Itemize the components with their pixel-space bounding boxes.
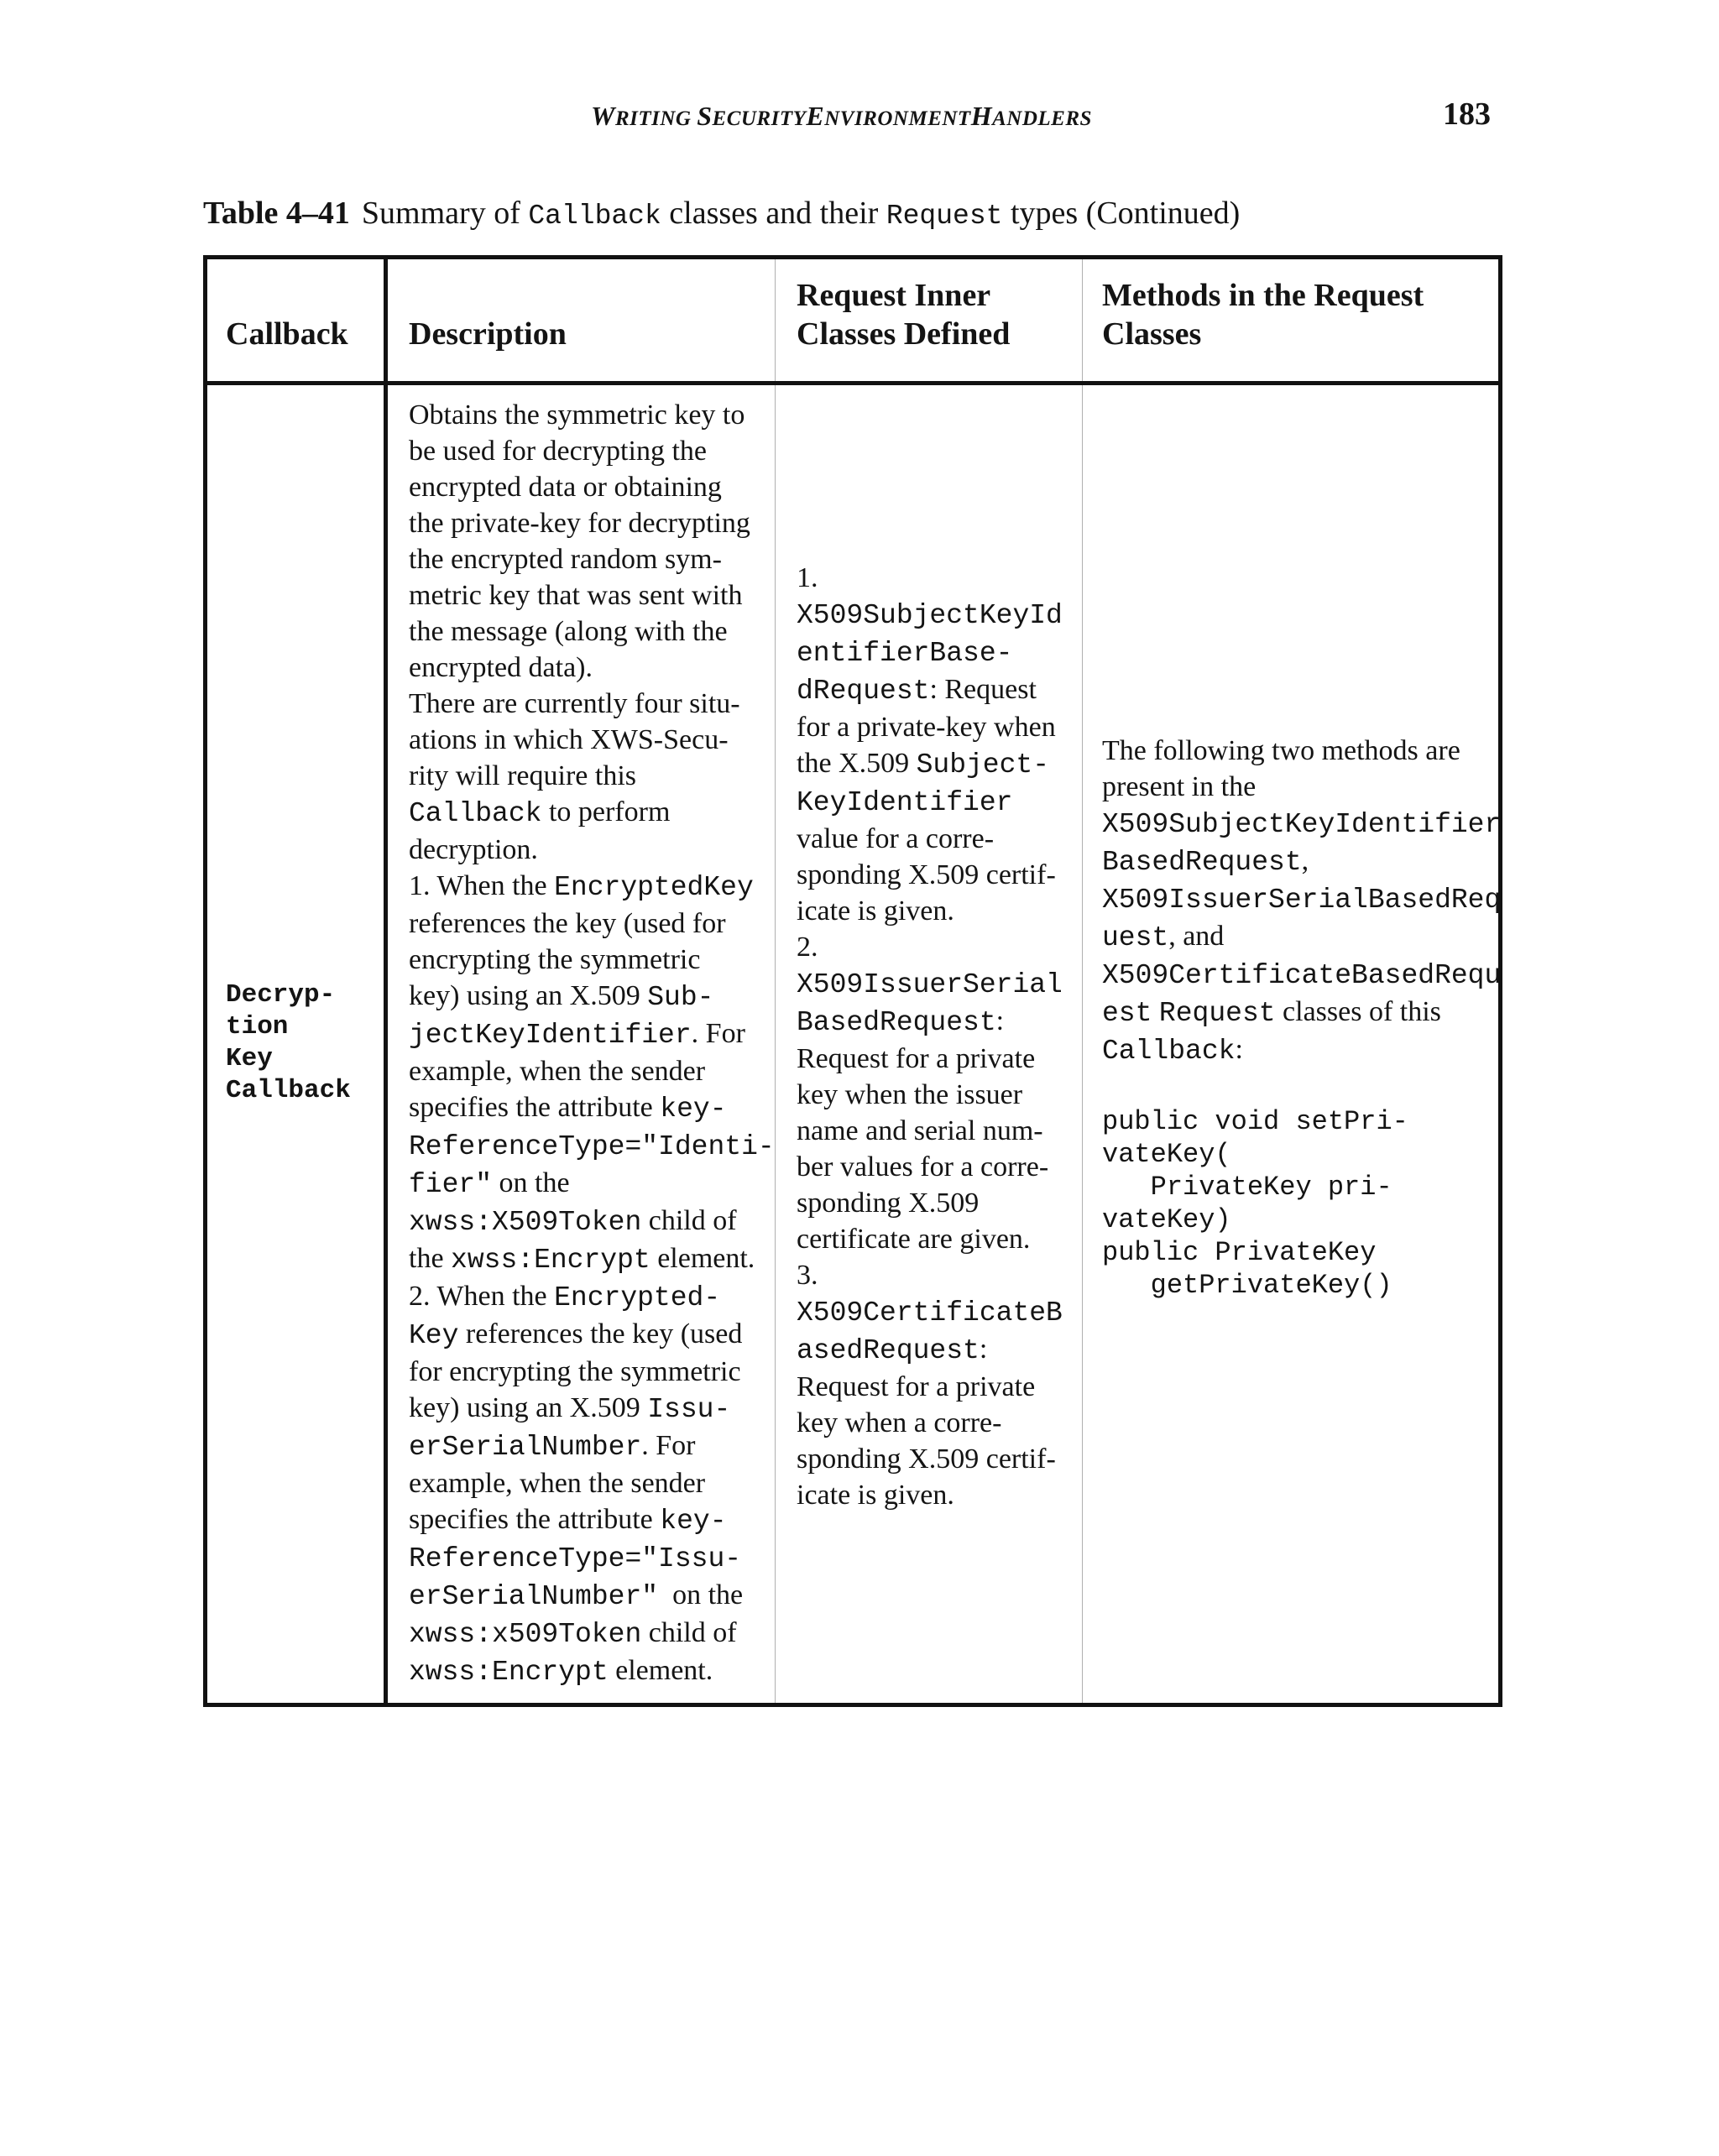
description-line	[409, 1652, 770, 1690]
text-run: rity will require this	[409, 760, 637, 791]
callback-name-line: Callback	[226, 1076, 351, 1105]
text-run: the message (along with the	[409, 616, 728, 647]
inline-code: KeyIdentifier	[797, 787, 1013, 818]
running-head	[0, 97, 1719, 134]
description-line	[409, 722, 770, 758]
running-title	[591, 101, 1092, 132]
inline-code: BasedRequest	[797, 1007, 996, 1038]
text-run: There are currently four situ-	[409, 688, 740, 719]
header-line: Classes Defined	[797, 316, 1011, 352]
inline-code: dRequest	[797, 676, 930, 707]
methods-code: public void setPri- vateKey( PrivateKey pri- vateKey) public PrivateKey getPrivateKey()	[1102, 1106, 1408, 1301]
inner-class-line	[797, 1185, 1074, 1221]
inline-code: Request	[1158, 998, 1276, 1029]
running-title-initial: S	[697, 101, 713, 131]
text-run: references the key (used for	[409, 908, 726, 939]
methods-line	[1102, 994, 1497, 1031]
inline-code: erSerialNumber	[409, 1432, 642, 1463]
cell-callback-name	[226, 979, 377, 1107]
callback-name-line: Key	[226, 1044, 273, 1073]
text-run: specifies the attribute	[409, 1504, 661, 1535]
text-run: for encrypting the symmetric	[409, 1356, 741, 1387]
text-run: child of	[641, 1617, 737, 1648]
header-line: Request Inner	[797, 278, 991, 313]
text-run: be used for decrypting the	[409, 436, 707, 467]
inner-class-line	[797, 857, 1074, 893]
text-run: present in the	[1102, 771, 1257, 802]
inline-code: xwss:Encrypt	[451, 1245, 651, 1276]
methods-line	[1102, 880, 1502, 918]
text-run: on the	[492, 1167, 570, 1198]
inner-class-line	[797, 745, 1074, 783]
description-line	[409, 1316, 770, 1354]
description-line	[409, 1577, 770, 1615]
methods-line	[1102, 918, 1497, 956]
text-run: key when a corre-	[797, 1407, 1002, 1438]
text-run: Obtains the symmetric key to	[409, 399, 745, 431]
methods-line	[1102, 843, 1497, 880]
text-run: The following two methods are	[1102, 735, 1460, 766]
text-run: key) using an X.509	[409, 1392, 648, 1423]
page-number: 183	[1443, 97, 1491, 132]
inline-code: erSerialNumber"	[409, 1581, 659, 1612]
text-run: example, when the sender	[409, 1468, 706, 1499]
inline-code: entifierBase-	[797, 638, 1013, 669]
text-run: 2. When the	[409, 1281, 555, 1312]
inline-code: EncryptedKey	[554, 872, 754, 903]
text-run: :	[1235, 1034, 1243, 1065]
text-run: , and	[1168, 921, 1225, 952]
inline-code: fier"	[409, 1169, 493, 1200]
column-divider	[384, 259, 388, 1703]
description-line	[409, 1240, 770, 1278]
inline-code: X509SubjectKeyIdentifier	[1102, 809, 1502, 840]
description-line	[409, 794, 770, 832]
description-line	[409, 577, 770, 613]
text-run: the private-key for decrypting	[409, 508, 750, 539]
text-run: on the	[658, 1579, 744, 1610]
header-divider	[207, 381, 1498, 385]
text-run: 1. When the	[409, 870, 555, 901]
text-run: :	[995, 1005, 1005, 1036]
inline-code: xwss:x509Token	[409, 1619, 642, 1650]
text-run: ations in which XWS-Secu-	[409, 724, 729, 755]
text-run: :	[979, 1334, 988, 1365]
text-run: the	[409, 1243, 452, 1274]
description-line	[409, 505, 770, 541]
running-title-smallcaps: NVIRONMENT	[824, 107, 971, 130]
inline-code: X509IssuerSerial	[797, 969, 1063, 1000]
inline-code: Subject-	[916, 749, 1050, 780]
methods-text	[1102, 733, 1502, 1069]
description-line	[409, 1390, 770, 1428]
text-run: element.	[650, 1243, 755, 1274]
description-line	[409, 832, 770, 868]
text-run: element.	[608, 1655, 713, 1686]
text-run: encrypted data or obtaining	[409, 472, 722, 503]
text-run: to perform	[541, 796, 671, 827]
description-line	[409, 1539, 770, 1577]
inline-code: ReferenceType="Identi-	[409, 1131, 775, 1162]
running-title-smallcaps: ECURITY	[712, 107, 807, 130]
text-run: sponding X.509 certif-	[797, 859, 1056, 890]
cell-methods	[1102, 733, 1502, 1302]
header-callback: Callback	[226, 316, 348, 352]
caption-label: Table 4–41	[203, 196, 350, 231]
inline-code: ReferenceType="Issu-	[409, 1543, 742, 1574]
text-run: icate is given.	[797, 1480, 954, 1511]
text-run: value for a corre-	[797, 823, 995, 854]
inner-class-line	[797, 671, 1074, 709]
text-run: classes of this	[1275, 996, 1441, 1027]
table-caption	[203, 195, 1240, 232]
running-title-initial: W	[591, 101, 615, 131]
methods-line	[1102, 769, 1497, 805]
text-run: : Request	[929, 674, 1037, 705]
description-line	[409, 942, 770, 978]
inline-code: Callback	[409, 798, 542, 829]
running-title-smallcaps: ANDLERS	[992, 107, 1092, 130]
inline-code: Key	[409, 1320, 459, 1351]
methods-line	[1102, 733, 1497, 769]
inline-code: xwss:X509Token	[409, 1207, 642, 1238]
inner-class-line	[797, 965, 1074, 1003]
inner-class-line	[797, 1003, 1074, 1041]
inline-code: BasedRequest	[1102, 847, 1302, 878]
text-run: key) using an X.509	[409, 980, 648, 1011]
inner-class-line	[797, 1257, 1074, 1293]
inner-class-line	[797, 1369, 1074, 1405]
running-title-smallcaps: RITING	[614, 107, 698, 130]
description-line	[409, 1015, 770, 1053]
text-run: the X.509	[797, 748, 917, 779]
text-run: key when the issuer	[797, 1079, 1023, 1110]
text-run: decryption.	[409, 834, 538, 865]
text-run: sponding X.509 certif-	[797, 1443, 1056, 1475]
inline-code: X509IssuerSerialBasedReq	[1102, 885, 1502, 916]
text-run: certificate are given.	[797, 1224, 1031, 1255]
text-run: Request for a private	[797, 1043, 1036, 1074]
caption-text-1: Summary of	[361, 196, 529, 231]
text-run: 2.	[797, 932, 818, 963]
description-line	[409, 1165, 770, 1203]
header-description: Description	[409, 316, 567, 352]
description-line	[409, 1089, 770, 1127]
inline-code: asedRequest	[797, 1335, 980, 1366]
text-run: icate is given.	[797, 895, 954, 927]
text-run: encrypted data).	[409, 652, 593, 683]
description-line	[409, 978, 770, 1015]
description-line	[409, 906, 770, 942]
inner-class-line	[797, 1441, 1074, 1477]
description-line	[409, 397, 770, 433]
inner-class-line	[797, 929, 1074, 965]
caption-code-callback: Callback	[528, 201, 661, 232]
description-line	[409, 650, 770, 686]
text-run: references the key (used	[458, 1318, 743, 1349]
text-run: sponding X.509	[797, 1188, 980, 1219]
description-line	[409, 686, 770, 722]
summary-table	[203, 255, 1502, 1707]
column-divider	[775, 259, 776, 1703]
description-line	[409, 1465, 770, 1501]
text-run: 1.	[797, 562, 818, 593]
inline-code: xwss:Encrypt	[409, 1657, 609, 1688]
description-line	[409, 613, 770, 650]
header-request-inner-classes	[797, 276, 1074, 353]
text-run: ber values for a corre-	[797, 1151, 1049, 1182]
description-line	[409, 541, 770, 577]
text-run: example, when the sender	[409, 1056, 706, 1087]
inline-code: uest	[1102, 922, 1169, 953]
inner-class-line	[797, 1041, 1074, 1077]
text-run: name and serial num-	[797, 1115, 1043, 1146]
inner-class-line	[797, 634, 1074, 671]
callback-name-line: Decryp-	[226, 980, 336, 1010]
inner-class-line	[797, 783, 1074, 821]
inner-class-line	[797, 1293, 1074, 1331]
inner-class-line	[797, 1477, 1074, 1513]
text-run: metric key that was sent with	[409, 580, 743, 611]
inline-code: X509CertificateBasedRequ	[1102, 960, 1502, 991]
text-run: specifies the attribute	[409, 1092, 661, 1123]
text-run: . For	[641, 1430, 696, 1461]
inner-class-line	[797, 821, 1074, 857]
running-title-initial: H	[970, 101, 993, 131]
inline-code: jectKeyIdentifier	[409, 1020, 692, 1051]
description-line	[409, 868, 770, 906]
running-title-initial: E	[806, 101, 825, 131]
description-line	[409, 1278, 770, 1316]
column-divider	[1082, 259, 1083, 1703]
inner-class-line	[797, 1331, 1074, 1369]
inline-code: key-	[660, 1094, 727, 1125]
inline-code: X509CertificateB	[797, 1297, 1063, 1329]
text-run: 3.	[797, 1260, 818, 1291]
methods-line	[1102, 805, 1502, 843]
methods-line	[1102, 1031, 1497, 1069]
description-line	[409, 469, 770, 505]
inline-code: Sub-	[647, 982, 714, 1013]
description-line	[409, 758, 770, 794]
description-line	[409, 1615, 770, 1652]
header-line: Classes	[1102, 316, 1202, 352]
description-line	[409, 1203, 770, 1240]
inline-code: Encrypted-	[554, 1282, 721, 1313]
cell-description	[409, 397, 775, 1690]
inner-class-line	[797, 1221, 1074, 1257]
inline-code: key-	[660, 1506, 727, 1537]
inner-class-line	[797, 709, 1074, 745]
inline-code: est	[1102, 998, 1152, 1029]
header-line: Methods in the Request	[1102, 278, 1424, 313]
description-line	[409, 1354, 770, 1390]
description-line	[409, 433, 770, 469]
description-line	[409, 1127, 775, 1165]
methods-line	[1102, 956, 1502, 994]
description-line	[409, 1501, 770, 1539]
cell-request-inner-classes	[797, 560, 1074, 1513]
inline-code: Issu-	[647, 1394, 731, 1425]
description-line	[409, 1428, 770, 1465]
text-run: ,	[1301, 845, 1309, 876]
text-run: for a private-key when	[797, 712, 1056, 743]
inner-class-line	[797, 596, 1074, 634]
header-methods	[1102, 276, 1488, 353]
caption-code-request: Request	[886, 201, 1003, 232]
text-run: encrypting the symmetric	[409, 944, 701, 975]
text-run: child of	[641, 1205, 737, 1236]
inline-code: Callback	[1102, 1036, 1236, 1067]
callback-name-line: tion	[226, 1012, 289, 1041]
inner-class-line	[797, 560, 1074, 596]
inner-class-line	[797, 1405, 1074, 1441]
caption-text-2: classes and their	[661, 196, 886, 231]
inner-class-line	[797, 1149, 1074, 1185]
description-line	[409, 1053, 770, 1089]
text-run: . For	[691, 1018, 745, 1049]
inner-class-line	[797, 1077, 1074, 1113]
text-run	[1152, 996, 1159, 1027]
caption-text-3: types (Continued)	[1002, 196, 1241, 231]
inner-class-line	[797, 893, 1074, 929]
inner-class-line	[797, 1113, 1074, 1149]
text-run: the encrypted random sym-	[409, 544, 722, 575]
text-run: Request for a private	[797, 1371, 1036, 1402]
inline-code: X509SubjectKeyId	[797, 600, 1063, 631]
